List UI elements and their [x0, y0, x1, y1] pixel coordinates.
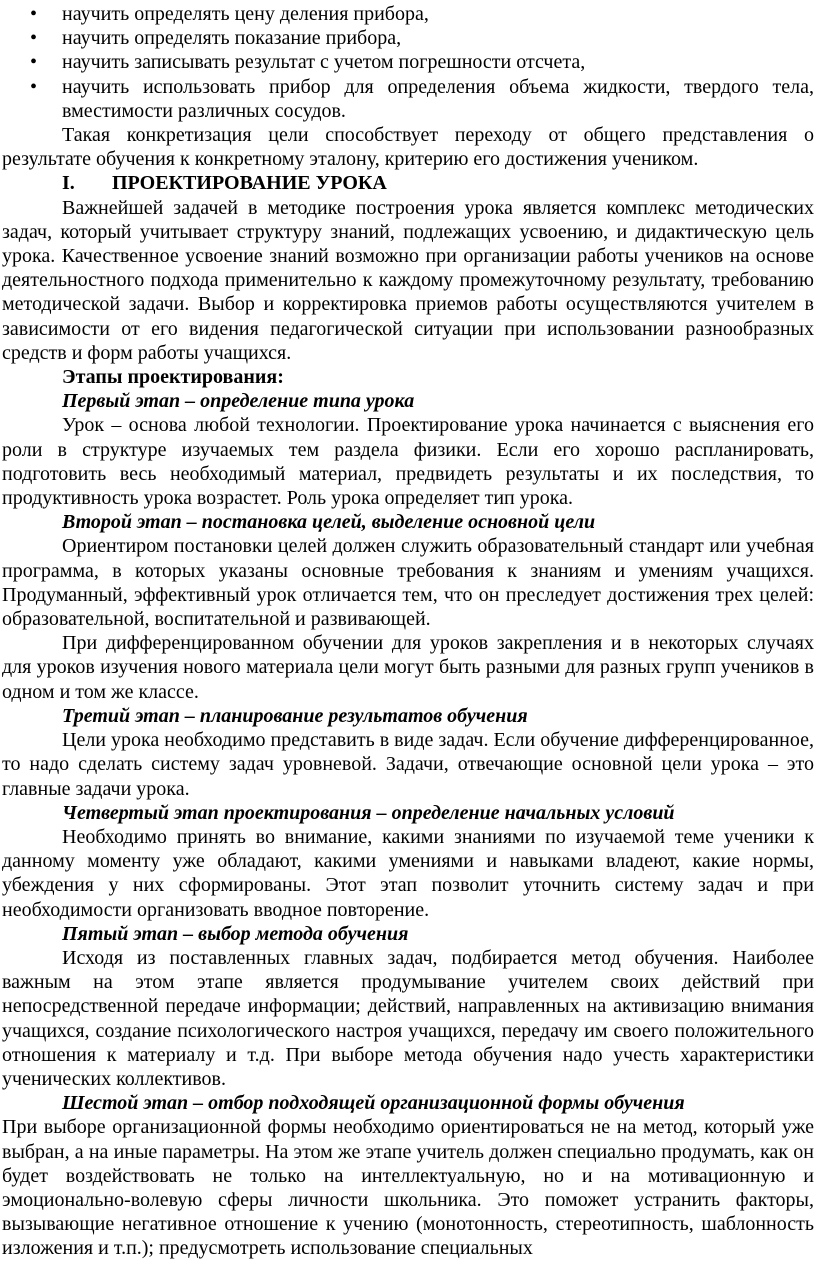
stage6-title: Шестой этап – отбор подходящей организационной формы обучения: [62, 1092, 685, 1115]
stage1-text: Урок – основа любой технологии. Проектирование урока начинается с выяснения его роли в структуре изучаемых тем раздела физики. Если его хорошо распланировать, подготовить весь необходимый материал, предвидеть результаты и их последствия, то продуктивность урока возрастет. Роль урока определяет тип урока.: [2, 414, 814, 510]
stage3-title: Третий этап – планирование результатов обучения: [62, 704, 528, 727]
section-number: I.: [62, 172, 75, 195]
stage5-title: Пятый этап – выбор метода обучения: [62, 922, 409, 945]
bullet-item: • научить использовать прибор для определения объема жидкости, твердого тела, вместимости различных сосудов.: [0, 75, 816, 123]
stage6-text: При выборе организационной формы необходимо ориентироваться не на метод, который уже выбран, а на иные параметры. На этом же этапе учитель должен специально продумать, как он будет воздействовать не только на интеллектуальную, но и на мотивационную и эмоционально-волевую сферы личности школьника. Это поможет устранить факторы, вызывающие негативное отношение к учению (монотонность, стереотипность, шаблонность изложения и т.п.); предусмотреть использование специальных: [2, 1116, 814, 1260]
section-heading: [0, 171, 816, 195]
stages-title: Этапы проектирования:: [62, 366, 284, 389]
bullet-item: • научить определять показание прибора,: [0, 26, 816, 50]
stage2-title: Второй этап – постановка целей, выделение основной цели: [62, 511, 596, 534]
bullet-item: • научить записывать результат с учетом погрешности отсчета,: [0, 50, 816, 74]
goals-bullet-list: [0, 2, 816, 123]
stage2-text1: Ориентиром постановки целей должен служить образовательный стандарт или учебная программа, в которых указаны основные требования к знаниям и умениям учащихся. Продуманный, эффективный урок отличается тем, что он преследует достижения трех целей: образовательной, воспитательной и развивающей.: [2, 535, 814, 631]
section-title: ПРОЕКТИРОВАНИЕ УРОКА: [112, 172, 387, 195]
paragraph-important-task: Важнейшей задачей в методике построения урока является комплекс методических задач, который учитывает структуру знаний, подлежащих усвоению, и дидактическую цель урока. Качественное усвоение знаний возможно при организации работы учеников на основе деятельностного подхода применительно к каждому промежуточному результату, требованию методической задачи. Выбор и корректировка приемов работы осуществляются учителем в зависимости от его видения педагогической ситуации при использовании разнообразных средств и форм работы учащихся.: [2, 196, 814, 364]
stage4-title: Четвертый этап проектирования – определение начальных условий: [62, 801, 675, 824]
stage4-text: Необходимо принять во внимание, какими знаниями по изучаемой теме ученики к данному моменту уже обладают, какими умениями и навыками владеют, какие нормы, убеждения у них сформированы. Этот этап позволит уточнить систему задач и при необходимости организовать вводное повторение.: [2, 825, 814, 921]
stage1-title: Первый этап – определение типа урока: [62, 390, 415, 413]
document-page: [0, 2, 816, 1261]
stage2-text2: При дифференцированном обучении для уроков закрепления и в некоторых случаях для уроков изучения нового материала цели могут быть разными для разных групп учеников в одном и том же классе.: [2, 632, 814, 703]
paragraph-concretization: Такая конкретизация цели способствует переходу от общего представления о результате обучения к конкретному эталону, критерию его достижения учеником.: [2, 124, 814, 171]
stage3-text: Цели урока необходимо представить в виде задач. Если обучение дифференцированное, то надо сделать систему задач уровневой. Задачи, отвечающие основной цели урока – это главные задачи урока.: [2, 729, 814, 800]
bullet-item: • научить определять цену деления прибора,: [0, 2, 816, 26]
stage5-text: Исходя из поставленных главных задач, подбирается метод обучения. Наиболее важным на этом этапе является продумывание учителем своих действий при непосредственной передаче информации; действий, направленных на активизацию внимания учащихся, создание психологического настроя учащихся, передачу им своего положительного отношения к материалу и т.д. При выборе метода обучения надо учесть характеристики ученических коллективов.: [2, 946, 814, 1090]
